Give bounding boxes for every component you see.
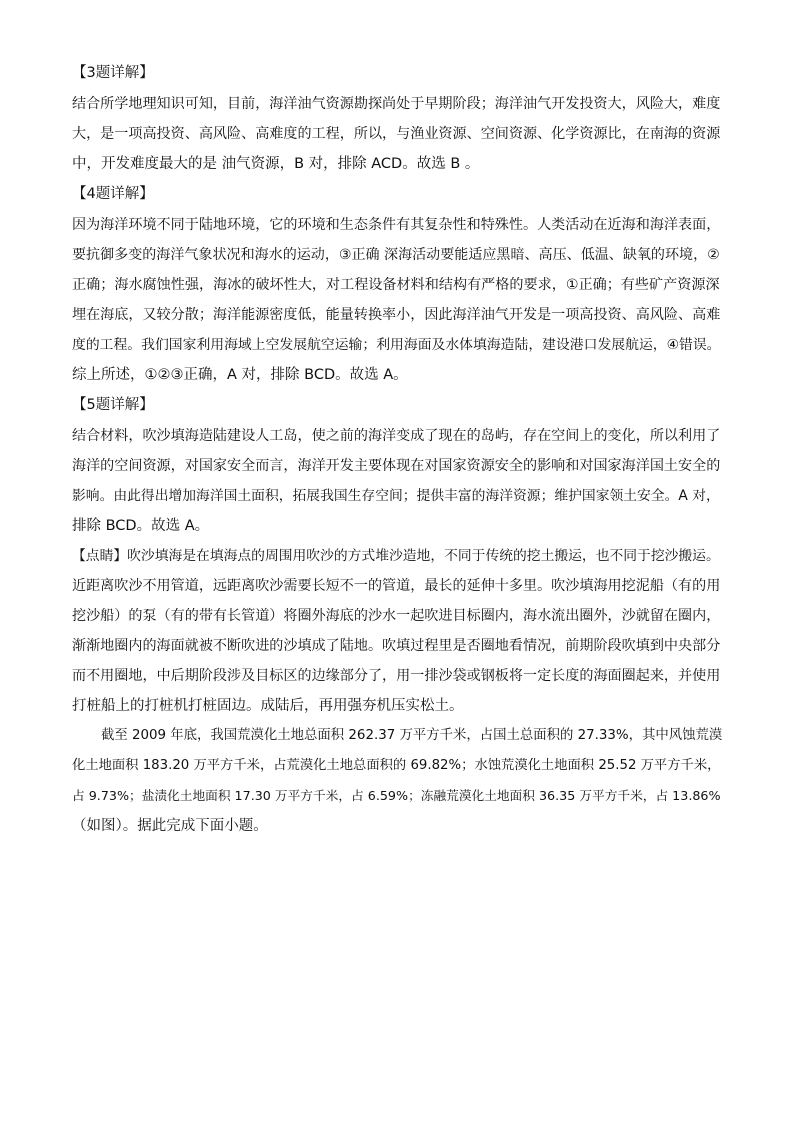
text-line: 影响。由此得出增加海洋国土面积，拓展我国生存空间；提供丰富的海洋资源；维护国家领土安全。A 对， <box>72 488 720 504</box>
text-line: 大，是一项高投资、高风险、高难度的工程，所以，与渔业资源、空间资源、化学资源比，在南海的资源 <box>72 126 721 142</box>
paragraph-q3 <box>72 89 724 179</box>
text-line: 化土地面积 183.20 万平方千米，占荒漠化土地总面积的 69.82%；水蚀荒漠化土地面积 25.52 万平方千米， <box>72 758 721 773</box>
paragraph-dianjing <box>72 541 724 721</box>
text-line: 埋在海底，又较分散；海洋能源密度低，能量转换率小，因此海洋油气开发是一项高投资、高风险、高难 <box>72 307 721 323</box>
text-line: 占 9.73%；盐渍化土地面积 17.30 万平方千米，占 6.59%；冻融荒漠化土地面积 36.35 万平方千米，占 13.86% <box>72 788 721 803</box>
text-line: 结合材料，吹沙填海造陆建设人工岛，使之前的海洋变成了现在的岛屿，存在空间上的变化，所以利用了 <box>72 428 721 444</box>
text-line: 中，开发难度最大的是 油气资源，B 对，排除 ACD。故选 B 。 <box>72 156 480 172</box>
section-dianjing <box>72 541 724 721</box>
document-page <box>72 58 724 841</box>
text-line: 渐渐地圈内的海面就被不断吹进的沙填成了陆地。吹填过程里是否圈地看情况，前期阶段吹填到中央部分 <box>72 638 721 654</box>
text-line: 打桩船上的打桩机打桩固边。成陆后，再用强夯机压实松土。 <box>72 698 464 714</box>
text-line: 而不用圈地，中后期阶段涉及目标区的边缘部分了，用一排沙袋或钢板将一定长度的海面圈起来，并使用 <box>72 668 721 684</box>
section-q4 <box>72 179 724 390</box>
text-line: 挖沙船）的泵（有的带有长管道）将圈外海底的沙水一起吹进目标圈内，海水流出圈外，沙就留在圈内， <box>72 608 721 624</box>
text-line: 因为海洋环境不同于陆地环境，它的环境和生态条件有其复杂性和特殊性。人类活动在近海和海洋表面， <box>72 217 721 233</box>
text-line: 排除 BCD。故选 A。 <box>72 518 210 534</box>
section-heading-q5: 【5题详解】 <box>72 397 154 413</box>
text-line: 海洋的空间资源，对国家安全而言，海洋开发主要体现在对国家资源安全的影响和对国家海洋国土安全的 <box>72 458 721 474</box>
dianjing-first-line <box>72 541 724 571</box>
text-line: 正确；海水腐蚀性强，海冰的破坏性大，对工程设备材料和结构有严格的要求，①正确；有些矿产资源深 <box>72 277 720 293</box>
text-line: 截至 2009 年底，我国荒漠化土地总面积 262.37 万平方千米，占国土总面积的 27.33%，其中风蚀荒漠 <box>101 728 723 743</box>
text-line: （如图）。据此完成下面小题。 <box>72 818 268 834</box>
section-material <box>72 721 724 841</box>
dianjing-first-text: 吹沙填海是在填海点的周围用吹沙的方式堆沙造地，不同于传统的挖土搬运，也不同于挖沙搬运。 <box>127 548 720 564</box>
text-line: 结合所学地理知识可知，目前，海洋油气资源勘探尚处于早期阶段；海洋油气开发投资大，风险大，难度 <box>72 96 721 112</box>
text-line: 近距离吹沙不用管道，远距离吹沙需要长短不一的管道，最长的延伸十多里。吹沙填海用挖泥船（有的用 <box>72 578 721 594</box>
paragraph-q4 <box>72 210 724 390</box>
paragraph-material <box>72 721 724 841</box>
dianjing-label: 【点睛】 <box>72 548 128 564</box>
section-heading-q4: 【4题详解】 <box>72 186 154 202</box>
section-q3 <box>72 58 724 179</box>
paragraph-q5 <box>72 421 724 541</box>
section-heading-q3: 【3题详解】 <box>72 65 154 81</box>
text-line: 综上所述，①②③正确，A 对，排除 BCD。故选 A。 <box>72 367 408 383</box>
section-q5 <box>72 390 724 541</box>
text-line: 度的工程。我们国家利用海域上空发展航空运输；利用海面及水体填海造陆，建设港口发展航运，④错误。 <box>72 337 721 353</box>
text-line: 要抗御多变的海洋气象状况和海水的运动，③正确 深海活动要能适应黑暗、高压、低温、缺氧的环境，② <box>72 247 720 263</box>
